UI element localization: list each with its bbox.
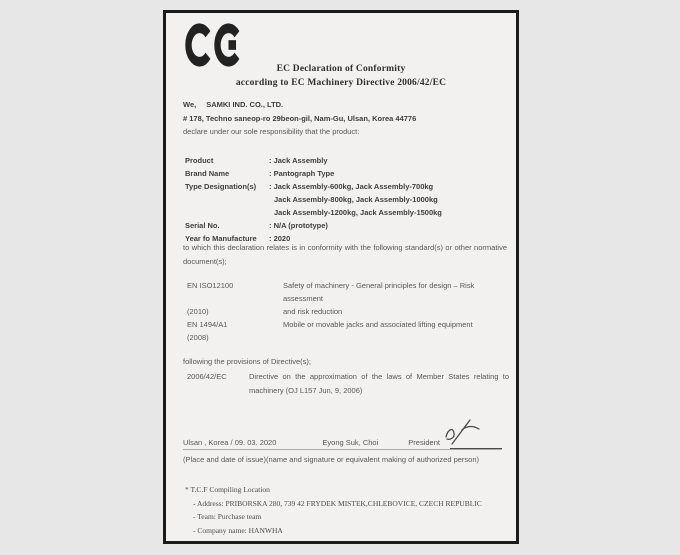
table-row	[187, 305, 509, 318]
list-item: - Address: PRIBORSKA 280, 739 42 FRYDEK MISTEK,CHLEBOVICE, CZECH REPUBLIC	[193, 498, 482, 508]
company-name: SAMKI IND. CO., LTD.	[206, 100, 284, 109]
row-value: : Jack Assembly	[269, 156, 328, 165]
signature-underline	[450, 413, 502, 449]
directive-code: 2006/42/EC	[187, 372, 227, 381]
standard-description	[283, 331, 509, 344]
table-row	[185, 154, 505, 167]
table-row	[185, 219, 505, 232]
row-label: Product	[185, 156, 214, 165]
product-info-table	[185, 154, 505, 245]
company-address: # 178, Techno saneop-ro 29beon-gil, Nam-Gu, Ulsan, Korea 44776	[183, 113, 417, 123]
table-row	[185, 193, 505, 206]
row-value: : Pantograph Type	[269, 169, 335, 178]
tcf-block	[185, 483, 482, 537]
table-row	[187, 279, 509, 305]
row-label: Serial No.	[185, 221, 220, 230]
signature-icon	[436, 417, 484, 447]
row-value: : 2020	[269, 234, 291, 243]
intro-block	[183, 98, 416, 139]
standard-description: Mobile or movable jacks and associated lifting equipment	[283, 320, 473, 329]
list-item: - Team: Purchase team	[193, 512, 262, 521]
table-row	[185, 167, 505, 180]
signer-name: Eyong Suk, Choi	[322, 438, 379, 447]
row-label	[185, 193, 269, 206]
directive-row	[187, 370, 509, 397]
standard-code: (2010)	[187, 307, 209, 316]
signature-line	[183, 413, 502, 450]
row-value: Jack Assembly-1200kg, Jack Assembly-1500kg	[274, 208, 442, 217]
row-value: : Jack Assembly-600kg, Jack Assembly-700kg	[269, 182, 434, 191]
row-label: Year fo Manufacture	[185, 234, 257, 243]
issuer-line	[183, 98, 416, 112]
table-row	[187, 331, 509, 344]
row-label	[185, 206, 269, 219]
table-row	[185, 206, 505, 219]
table-row	[187, 318, 509, 331]
certificate-page	[163, 10, 519, 544]
standard-code: EN 1494/A1	[187, 320, 228, 329]
row-label: Brand Name	[185, 169, 230, 178]
list-item: - Company name: HANWHA	[193, 525, 283, 535]
declaration-line: declare under our sole responsibility that the product:	[183, 127, 360, 136]
signer-title: President	[408, 438, 440, 447]
tcf-heading: * T.C.F Compiling Location	[185, 485, 270, 494]
ce-mark-icon	[185, 23, 243, 67]
directive-description: Directive on the approximation of the laws of Member States relating to machinery (OJ L157 Jun, 9, 2006)	[249, 372, 509, 395]
standard-description: Safety of machinery - General principles for design – Risk assessment	[283, 281, 475, 303]
table-row	[185, 180, 505, 193]
row-value: Jack Assembly-800kg, Jack Assembly-1000kg	[274, 195, 438, 204]
row-value: : N/A (prototype)	[269, 221, 328, 230]
title-line-1: EC Declaration of Conformity	[276, 64, 406, 74]
directives-heading: following the provisions of Directive(s);	[183, 357, 311, 366]
place-and-date: Ulsan , Korea / 09. 03. 2020	[183, 438, 277, 447]
document-title	[166, 63, 516, 90]
standard-code: (2008)	[187, 333, 209, 342]
we-prefix: We,	[183, 100, 197, 109]
conformity-statement: to which this declaration relates is in conformity with the following standard(s) or other normative document(s);	[183, 243, 507, 266]
standard-code: EN ISO12100	[187, 281, 234, 290]
title-line-2: according to EC Machinery Directive 2006/42/EC	[235, 77, 447, 88]
signature-caption: (Place and date of issue)(name and signature or equivalent making of authorized person)	[183, 455, 480, 464]
standard-description: and risk reduction	[283, 307, 343, 316]
standards-table	[187, 279, 509, 344]
row-label: Type Designation(s)	[185, 182, 257, 191]
